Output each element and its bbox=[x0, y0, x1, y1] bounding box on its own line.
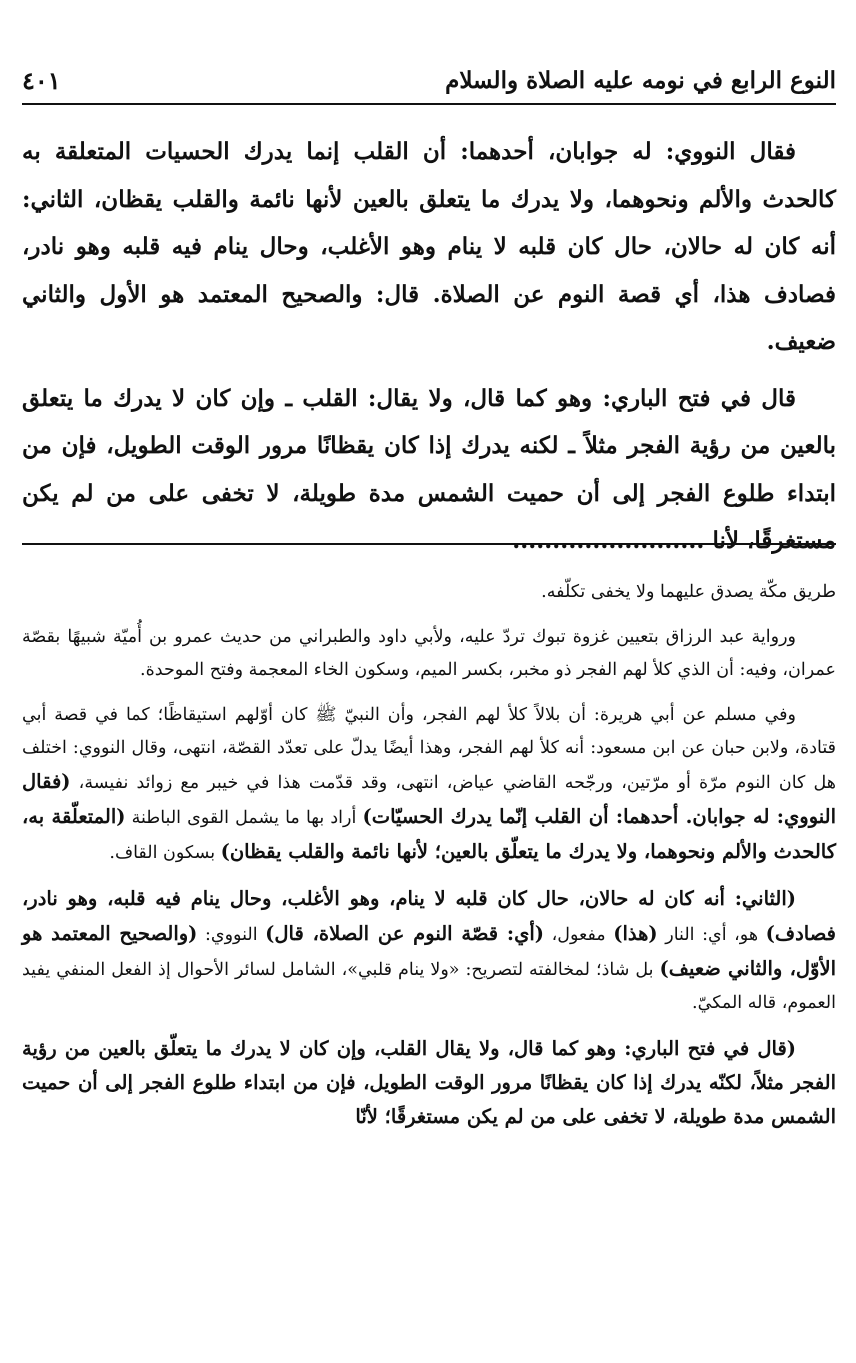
commentary-paragraph-4: (الثاني: أنه كان له حالان، حال كان قلبه لا ينام، وهو الأغلب، وحال ينام فيه قلبه، وهو نادر، فصادف) هو، أي: النار (هذا) مفعول، (أي: قصّة النوم عن الصلاة، قال) النووي: (والصحيح المعتمد هو الأوّل، والثاني ضعيف) بل شاذ؛ لمخالفته لتصريح: «ولا ينام قلبي»، الشامل لسائر الأحوال إذ الفعل المنفي يفيد العموم، قاله المكيّ. bbox=[22, 887, 836, 1013]
commentary-paragraph-3: وفي مسلم عن أبي هريرة: أن بلالاً كلأ لهم الفجر، وأن النبيّ ﷺ كان أوّلهم استيقاظًا؛ كما في قصة أبي قتادة، ولابن حبان عن ابن مسعود: أنه كلأ لهم الفجر، وهذا أيضًا يدلّ على تعدّد القصّة، انتهى، وقال النووي: اختلف هل كان النوم مرّة أو مرّتين، ورجّحه القاضي عياض، انتهى، وقد قدّمت هذا في خيبر مع زوائد نفيسة، (فقال النووي: له جوابان. أحدهما: أن القلب إنّما يدرك الحسيّات) أراد بها ما يشمل القوى الباطنة (المتعلّقة به، كالحدث والألم ونحوهما، ولا يدرك ما يتعلّق بالعين؛ لأنها نائمة والقلب يقظان) بسكون القاف. bbox=[22, 705, 837, 863]
quoted-main-text: (المتعلّقة به، كالحدث والألم ونحوهما، ولا يدرك ما يتعلّق بالعين؛ لأنها نائمة والقلب يقظان) bbox=[22, 805, 836, 863]
section-divider bbox=[22, 543, 836, 545]
commentary-paragraph-1: طريق مكّة يصدق عليهما ولا يخفى تكلّفه. bbox=[541, 582, 836, 602]
quoted-main-text: (والصحيح المعتمد هو الأوّل، والثاني ضعيف) bbox=[22, 922, 836, 980]
quoted-main-text: (الثاني: أنه كان له حالان، حال كان قلبه لا ينام، وهو الأغلب، وحال ينام فيه قلبه، وهو نادر، فصادف) bbox=[22, 887, 836, 945]
main-paragraph-2: قال في فتح الباري: وهو كما قال، ولا يقال: القلب ـ وإن كان لا يدرك ما يتعلق بالعين من رؤية الفجر مثلاً ـ لكنه يدرك إذا كان يقظانًا مرور الوقت الطويل، فإن من ابتداء طلوع الفجر إلى أن حميت الشمس مدة طويلة، لا تخفى على من لم يكن مستغرقًا، لأنا ........................ bbox=[22, 384, 836, 554]
main-paragraph-1: فقال النووي: له جوابان، أحدهما: أن القلب إنما يدرك الحسيات المتعلقة به كالحدث والألم ونحوهما، ولا يدرك ما يتعلق بالعين لأنها نائمة والقلب يقظان، الثاني: أنه كان له حالان، حال كان قلبه لا ينام وهو الأغلب، وحال ينام فيه قلبه وهو نادر، فصادف هذا، أي قصة النوم عن الصلاة. قال: والصحيح المعتمد هو الأول والثاني ضعيف. bbox=[22, 138, 836, 355]
commentary-paragraph-5: (قال في فتح الباري: وهو كما قال، ولا يقال القلب، وإن كان لا يدرك ما يتعلّق بالعين من رؤية الفجر مثلاً، لكنّه يدرك إذا كان يقظانًا مرور الوقت الطويل، فإن من ابتداء طلوع الفجر إلى أن حميت الشمس مدة طويلة، لا تخفى على من لم يكن مستغرقًا؛ لأنّا bbox=[22, 1037, 836, 1128]
quoted-main-text: (فقال النووي: له جوابان. أحدهما: أن القلب إنّما يدرك الحسيّات) bbox=[22, 770, 837, 828]
main-text-block bbox=[22, 128, 836, 565]
header-divider bbox=[22, 103, 836, 105]
running-header bbox=[22, 60, 836, 100]
header-title: النوع الرابع في نومه عليه الصلاة والسلام bbox=[445, 66, 836, 94]
commentary-paragraph-2: ورواية عبد الرزاق بتعيين غزوة تبوك تردّ عليه، ولأبي داود والطبراني من حديث عمرو بن أُميّة شبيهًا بقصّة عمران، وفيه: أن الذي كلأ لهم الفجر ذو مخبر، بكسر الميم، وسكون الخاء المعجمة وفتح الموحدة. bbox=[22, 627, 836, 680]
continuation-dots: ........................ bbox=[512, 527, 705, 554]
page-number: ٤٠١ bbox=[22, 65, 61, 95]
quoted-main-text: (أي: قصّة النوم عن الصلاة، قال) bbox=[265, 922, 544, 945]
commentary-block bbox=[22, 576, 836, 1134]
quoted-main-text: (هذا) bbox=[613, 922, 658, 945]
